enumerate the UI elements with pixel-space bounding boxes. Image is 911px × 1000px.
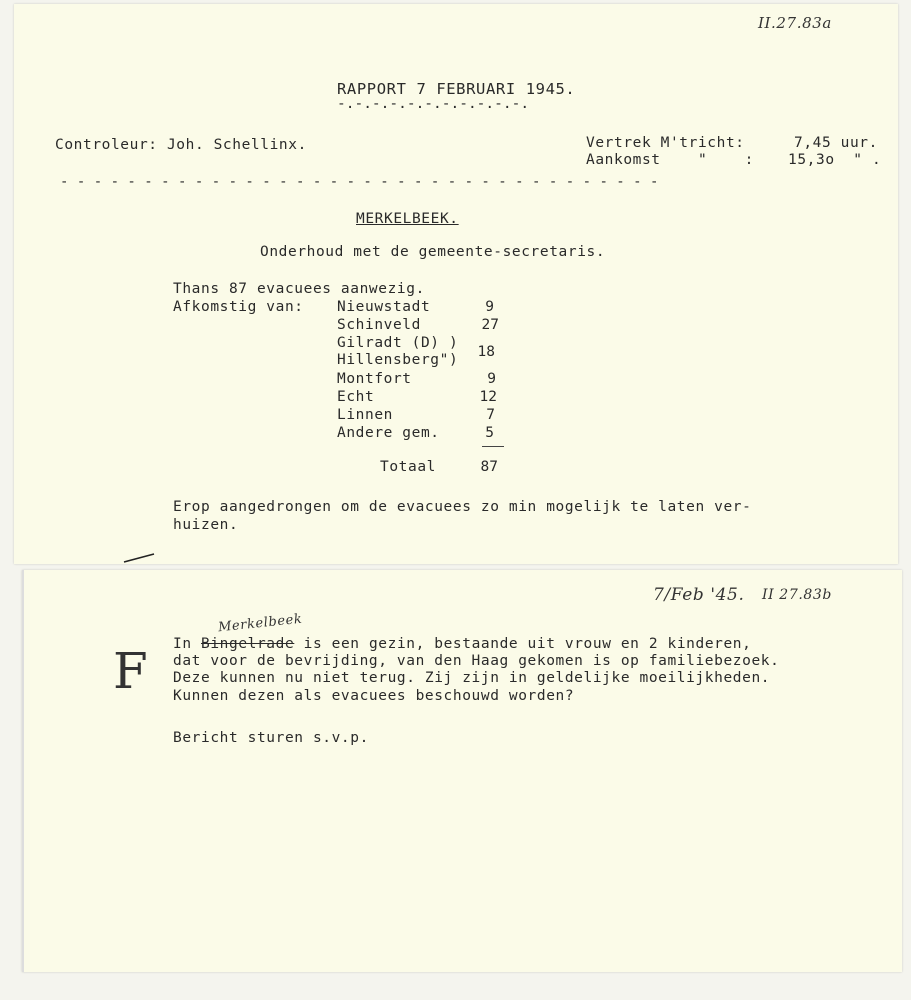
controller-name: Controleur: Joh. Schellinx. <box>55 137 307 153</box>
departure-time: 7,45 uur. <box>794 135 878 151</box>
origin-label: Afkomstig van: <box>173 299 304 315</box>
combined-origin-count: 18 <box>477 344 495 360</box>
pen-mark <box>120 548 160 568</box>
origin-count: 12 <box>479 389 497 405</box>
body-line-1 <box>173 636 751 652</box>
archive-reference-top: II.27.83a <box>758 14 832 32</box>
body-line-1-rest: is een gezin, bestaande uit vrouw en 2 kinderen, <box>294 636 752 652</box>
report-sheet-bottom <box>22 570 902 972</box>
subject-line: Onderhoud met de gemeente-secretaris. <box>260 244 606 260</box>
arrival-time: 15,3o " . <box>788 152 882 168</box>
struck-place-name: Bingelrade <box>201 636 295 652</box>
body-line-2: dat voor de bevrijding, van den Haag gekomen is op familiebezoek. <box>173 653 780 669</box>
total-rule <box>482 446 504 447</box>
origin-count: 5 <box>485 425 494 441</box>
note-line-2: huizen. <box>173 517 239 533</box>
arrival-label: Aankomst " : <box>586 152 754 168</box>
handwritten-place: Merkelbeek <box>217 611 304 636</box>
handwritten-date: 7/Feb '45. <box>653 585 745 605</box>
place-heading: MERKELBEEK. <box>356 211 459 227</box>
note-line-1: Erop aangedrongen om de evacuees zo min mogelijk te laten ver- <box>173 499 752 515</box>
evacuees-present: Thans 87 evacuees aanwezig. <box>173 281 425 297</box>
margin-letter: F <box>113 642 149 700</box>
departure-label: Vertrek M'tricht: <box>586 135 745 151</box>
origin-count: 27 <box>481 317 499 333</box>
origin-name: Schinveld <box>337 317 421 333</box>
report-title: RAPPORT 7 FEBRUARI 1945. <box>337 80 576 98</box>
origin-count: 9 <box>485 299 494 315</box>
total-value: 87 <box>480 459 498 475</box>
origin-name: Echt <box>337 389 375 405</box>
origin-name: Hillensberg") <box>337 352 459 368</box>
header-separator: - - - - - - - - - - - - - - - - - - - - - - - - - - - - - - - - - - - - <box>60 174 659 190</box>
total-label: Totaal <box>380 459 436 475</box>
origin-name: Nieuwstadt <box>337 299 431 315</box>
origin-name: Andere gem. <box>337 425 440 441</box>
body-line-4: Kunnen dezen als evacuees beschouwd worden? <box>173 688 575 704</box>
origin-count: 7 <box>486 407 495 423</box>
origin-name: Montfort <box>337 371 412 387</box>
origin-count: 9 <box>487 371 496 387</box>
body-line-1-prefix: In <box>173 636 201 652</box>
origin-name: Linnen <box>337 407 393 423</box>
body-line-3: Deze kunnen nu niet terug. Zij zijn in geldelijke moeilijkheden. <box>173 670 771 686</box>
origin-name: Gilradt (D) ) <box>337 335 459 351</box>
title-dash-rule: -.-.-.-.-.-.-.-.-.-.-. <box>337 96 530 112</box>
archive-reference-bottom: II 27.83b <box>762 587 832 603</box>
request-line: Bericht sturen s.v.p. <box>173 730 369 746</box>
